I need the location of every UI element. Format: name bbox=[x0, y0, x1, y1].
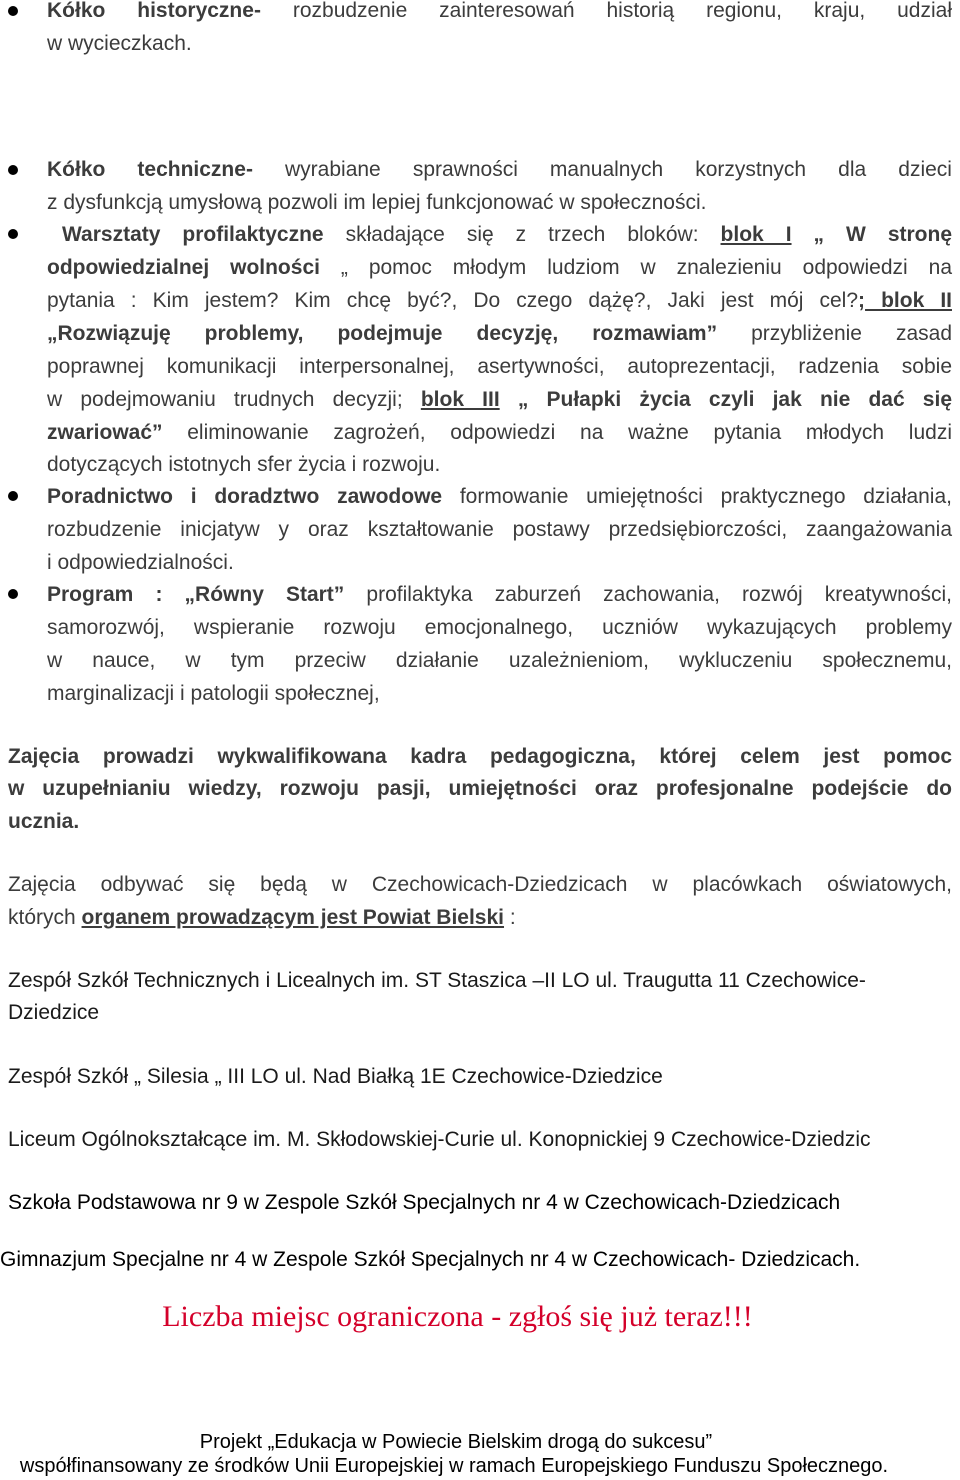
kadra-paragraph: w uzupełnianiu wiedzy, rozwoju pasji, umiejętności oraz profesjonalne podejście do bbox=[8, 777, 952, 800]
list-item-text: i odpowiedzialności. bbox=[47, 551, 234, 574]
bullet-icon bbox=[8, 6, 18, 16]
list-item-text: dotyczących istotnych sfer życia i rozwoju. bbox=[47, 453, 441, 476]
miejsce-paragraph: Zajęcia odbywać się będą w Czechowicach-Dziedzicach w placówkach oświatowych, bbox=[8, 873, 952, 896]
blok-3-label: blok III bbox=[420, 388, 500, 411]
list-item-warsztaty: Warsztaty profilaktyczne składające się z trzech bloków: blok I „ W stronę bbox=[62, 223, 952, 246]
school-1: Zespół Szkół Technicznych i Licealnych im. ST Staszica –II LO ul. Traugutta 11 Czechowice- bbox=[8, 969, 866, 992]
miejsce-paragraph: których organem prowadzącym jest Powiat Bielski : bbox=[8, 906, 516, 929]
list-item-text: samorozwój, wspieranie rozwoju emocjonalnego, uczniów wykazujących problemy bbox=[47, 616, 952, 639]
bullet-icon bbox=[8, 589, 18, 599]
powiat-bielski-text: organem prowadzącym jest Powiat Bielski bbox=[81, 906, 505, 929]
list-item-text: marginalizacji i patologii społecznej, bbox=[47, 682, 380, 705]
list-item-text: „Rozwiązuję problemy, podejmuje decyzję, rozmawiam” przybliżenie zasad bbox=[47, 322, 952, 345]
list-item-text: odpowiedzialnej wolności „ pomoc młodym ludziom w znalezieniu odpowiedzi na bbox=[47, 256, 952, 279]
list-item-text: w wycieczkach. bbox=[47, 32, 192, 55]
blok-2-label: blok II bbox=[865, 289, 952, 312]
bullet-icon bbox=[8, 491, 18, 501]
list-item-text: pytania : Kim jestem? Kim chcę być?, Do czego dążę?, Jaki jest mój cel?; blok II bbox=[47, 289, 952, 312]
list-item-program: Program : „Równy Start” profilaktyka zaburzeń zachowania, rozwój kreatywności, bbox=[47, 583, 952, 606]
list-item-kolko-techniczne: Kółko techniczne- wyrabiane sprawności manualnych korzystnych dla dzieci bbox=[47, 158, 952, 181]
list-item-text: z dysfunkcją umysłową pozwoli im lepiej funkcjonować w społeczności. bbox=[47, 191, 707, 214]
footer-project-title: Projekt „Edukacja w Powiecie Bielskim drogą do sukcesu” bbox=[199, 1431, 713, 1453]
kadra-paragraph: Zajęcia prowadzi wykwalifikowana kadra pedagogiczna, której celem jest pomoc bbox=[8, 745, 952, 768]
list-item-text: rozbudzenie inicjatyw y oraz kształtowanie postawy przedsiębiorczości, zaangażowania bbox=[47, 518, 952, 541]
footer-funding-note: współfinansowany ze środków Unii Europejskiej w ramach Europejskiego Funduszu Społecznego. bbox=[19, 1455, 889, 1477]
list-item-text: w podejmowaniu trudnych decyzji; blok III „ Pułapki życia czyli jak nie dać się bbox=[47, 388, 952, 411]
school-2: Zespół Szkół „ Silesia „ III LO ul. Nad Białką 1E Czechowice-Dziedzice bbox=[8, 1065, 663, 1088]
list-item-kolko-historyczne: Kółko historyczne- rozbudzenie zainteresowań historią regionu, kraju, udział bbox=[47, 0, 952, 22]
school-4: Szkoła Podstawowa nr 9 w Zespole Szkół Specjalnych nr 4 w Czechowicach-Dziedzicach bbox=[8, 1191, 841, 1214]
list-item-text: poprawnej komunikacji interpersonalnej, asertywności, autoprezentacji, radzenia sobie bbox=[47, 355, 952, 378]
list-item-text: zwariować” eliminowanie zagrożeń, odpowiedzi na ważne pytania młodych ludzi bbox=[47, 421, 952, 444]
bullet-icon bbox=[8, 229, 18, 239]
blok-1-label: blok I bbox=[720, 223, 792, 246]
list-item-poradnictwo: Poradnictwo i doradztwo zawodowe formowanie umiejętności praktycznego działania, bbox=[47, 485, 952, 508]
list-item-text: w nauce, w tym przeciw działanie uzależnieniom, wykluczeniu społecznemu, bbox=[47, 649, 952, 672]
school-5: Gimnazjum Specjalne nr 4 w Zespole Szkół Specjalnych nr 4 w Czechowicach- Dziedzicach. bbox=[0, 1248, 861, 1271]
call-to-action: Liczba miejsc ograniczona - zgłoś się już teraz!!! bbox=[162, 1300, 753, 1333]
kadra-paragraph: ucznia. bbox=[8, 810, 80, 833]
bullet-icon bbox=[8, 165, 18, 175]
school-3: Liceum Ogólnokształcące im. M. Skłodowskiej-Curie ul. Konopnickiej 9 Czechowice-Dziedzic bbox=[8, 1128, 871, 1151]
school-1-cont: Dziedzice bbox=[8, 1001, 100, 1024]
